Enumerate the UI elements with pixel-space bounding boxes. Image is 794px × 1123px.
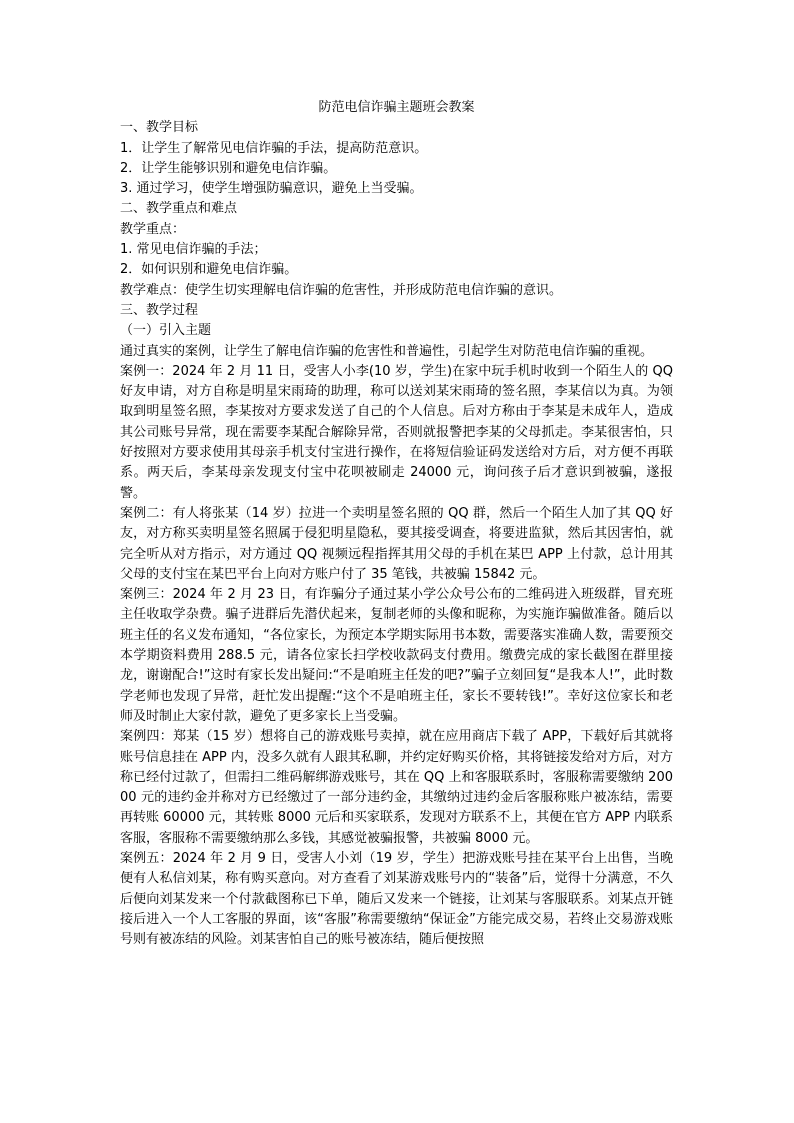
intro-paragraph: 通过真实的案例，让学生了解电信诈骗的危害性和普遍性，引起学生对防范电信诈骗的重视。 — [120, 343, 654, 359]
subsection-heading-intro: （一）引入主题 — [120, 323, 212, 339]
difficulty-text: 教学难点：使学生切实理解电信诈骗的危害性，并形成防范电信诈骗的意识。 — [120, 282, 563, 298]
section-heading-key-points: 二、教学重点和难点 — [120, 201, 238, 217]
document-page — [120, 98, 673, 950]
case-paragraph-2: 案例二：有人将张某（14 岁）拉进一个卖明星签名照的 QQ 群，然后一个陌生人加了其 QQ 好友，对方称买卖明星签名照属于侵犯明星隐私，要其接受调查，将要进监狱，然后其因害怕，就完全听从对方指示，对方通过 QQ 视频远程指挥其用父母的手机在某巴 APP 上付款，总计用其父母的支付宝在某巴平台上向对方账户付了 35 笔钱，共被骗 15842 元。 — [120, 505, 673, 582]
case-paragraph-3: 案例三：2024 年 2 月 23 日，有诈骗分子通过某小学公众号公布的二维码进入班级群，冒充班主任收取学杂费。骗子进群后先潜伏起来，复制老师的头像和昵称，为实施诈骗做准备。随后以班主任的名义发布通知，“各位家长，为预定本学期实际用书本数，需要落实准确人数，需要预交本学期资料费用 288.5 元，请各位家长扫学校收款码支付费用。缴费完成的家长截图在群里接龙，谢谢配合!”这时有家长发出疑问:“不是咱班主任发的吧?”骗子立刻回复“是我本人!”，此时数学老师也发现了异常，赶忙发出提醒:“这个不是咱班主任，家长不要转钱!”。幸好这位家长和老师及时制止大家付款，避免了更多家长上当受骗。 — [120, 587, 673, 724]
case-paragraph-1: 案例一：2024 年 2 月 11 日，受害人小李(10 岁，学生)在家中玩手机时收到一个陌生人的 QQ 好友申请，对方自称是明星宋雨琦的助理，称可以送刘某宋雨琦的签名照，李某信以为真。为领取到明星签名照，李某按对方要求发送了自己的个人信息。后对方称由于李某是未成年人，造成其公司账号异常，现在需要李某配合解除异常，否则就报警把李某的父母抓走。李某很害怕，只好按照对方要求使用其母亲手机支付宝进行操作，在将短信验证码发送给对方后，对方便不再联系。两天后，李某母亲发现支付宝中花呗被刷走 24000 元，询问孩子后才意识到被骗，遂报警。 — [120, 363, 673, 501]
objective-item-3: 3. 通过学习，使学生增强防骗意识，避免上当受骗。 — [120, 181, 423, 197]
objective-item-2: 2．让学生能够识别和避免电信诈骗。 — [120, 160, 337, 176]
case-paragraph-5: 案例五：2024 年 2 月 9 日，受害人小刘（19 岁，学生）把游戏账号挂在某平台上出售，当晚便有人私信刘某，称有购买意向。对方查看了刘某游戏账号内的“装备”后，觉得十分满意，不久后便向刘某发来一个付款截图称已下单，随后又发来一个链接，让刘某与客服联系。刘某点开链接后进入一个人工客服的界面，该“客服”称需要缴纳“保证金”方能完成交易，若终止交易游戏账号则有被冻结的风险。刘某害怕自己的账号被冻结，随后便按照 — [120, 850, 673, 948]
objective-item-1: 1．让学生了解常见电信诈骗的手法，提高防范意识。 — [120, 140, 428, 156]
key-point-item-1: 1. 常见电信诈骗的手法； — [120, 242, 267, 258]
document-title: 防范电信诈骗主题班会教案 — [318, 100, 475, 115]
key-point-item-2: 2．如何识别和避免电信诈骗。 — [120, 262, 298, 278]
section-heading-process: 三、教学过程 — [120, 302, 199, 318]
section-heading-objectives: 一、教学目标 — [120, 120, 199, 136]
case-paragraph-4: 案例四：郑某（15 岁）想将自己的游戏账号卖掉，就在应用商店下载了 APP，下载好后其就将账号信息挂在 APP 内，没多久就有人跟其私聊，并约定好购买价格，其将链接发给对方后，对方称已经付过款了，但需扫二维码解绑游戏账号，其在 QQ 上和客服联系时，客服称需要缴纳 20000 元的违约金并称对方已经缴过了一部分违约金，其缴纳过违约金后客服称账户被冻结，需要再转账 60000 元，其转账 8000 元后和买家联系，发现对方联系不上，其便在官方 APP 内联系客服，客服称不需要缴纳那么多钱，其感觉被骗报警，共被骗 8000 元。 — [120, 729, 673, 846]
key-points-label: 教学重点： — [120, 221, 186, 237]
